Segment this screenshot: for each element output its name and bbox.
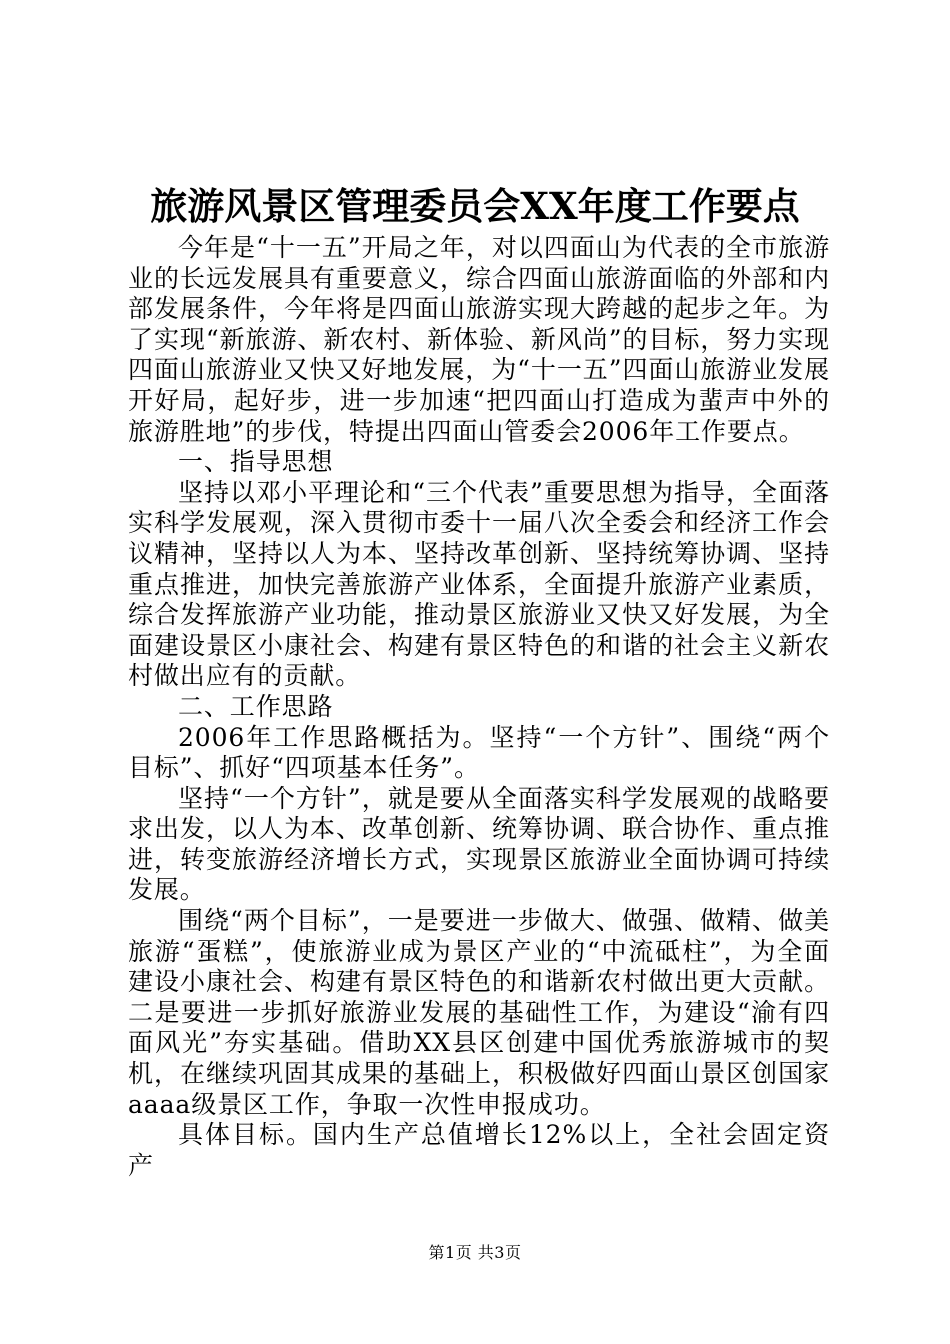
approach-paragraph: 2006年工作思路概括为。坚持“一个方针”、围绕“两个目标”、抓好“四项基本任务”。 xyxy=(128,722,830,783)
page-number-footer: 第1页 共3页 xyxy=(428,1243,522,1262)
document-body xyxy=(128,233,830,1181)
intro-paragraph: 今年是“十一五”开局之年，对以四面山为代表的全市旅游业的长远发展具有重要意义，综合四面山旅游面临的外部和内部发展条件，今年将是四面山旅游实现大跨越的起步之年。为了实现“新旅游、新农村、新体验、新风尚”的目标，努力实现四面山旅游业又快又好地发展，为“十一五”四面山旅游业发展开好局，起好步，进一步加速“把四面山打造成为蜚声中外的旅游胜地”的步伐，特提出四面山管委会2006年工作要点。 xyxy=(128,233,830,446)
document-title: 旅游风景区管理委员会XX年度工作要点 xyxy=(150,184,800,228)
targets-paragraph: 具体目标。国内生产总值增长12%以上，全社会固定资产 xyxy=(128,1120,830,1180)
section-heading-guiding: 一、指导思想 xyxy=(178,447,334,477)
goals-paragraph: 围绕“两个目标”，一是要进一步做大、做强、做精、做美旅游“蛋糕”，使旅游业成为景区产业的“中流砥柱”，为全面建设小康社会、构建有景区特色的和谐新农村做出更大贡献。二是要进一步抓好旅游业发展的基础性工作，为建设“渝有四面风光”夯实基础。借助XX县区创建中国优秀旅游城市的契机，在继续巩固其成果的基础上，积极做好四面山景区创国家aaaa级景区工作，争取一次性申报成功。 xyxy=(128,906,830,1119)
guiding-paragraph: 坚持以邓小平理论和“三个代表”重要思想为指导，全面落实科学发展观，深入贯彻市委十一届八次全委会和经济工作会议精神，坚持以人为本、坚持改革创新、坚持统筹协调、坚持重点推进，加快完善旅游产业体系，全面提升旅游产业素质，综合发挥旅游产业功能，推动景区旅游业又快又好发展，为全面建设景区小康社会、构建有景区特色的和谐的社会主义新农村做出应有的贡献。 xyxy=(128,477,830,691)
section-heading-approach: 二、工作思路 xyxy=(178,691,334,721)
policy-paragraph: 坚持“一个方针”，就是要从全面落实科学发展观的战略要求出发，以人为本、改革创新、统筹协调、联合协作、重点推进，转变旅游经济增长方式，实现景区旅游业全面协调可持续发展。 xyxy=(128,783,830,905)
